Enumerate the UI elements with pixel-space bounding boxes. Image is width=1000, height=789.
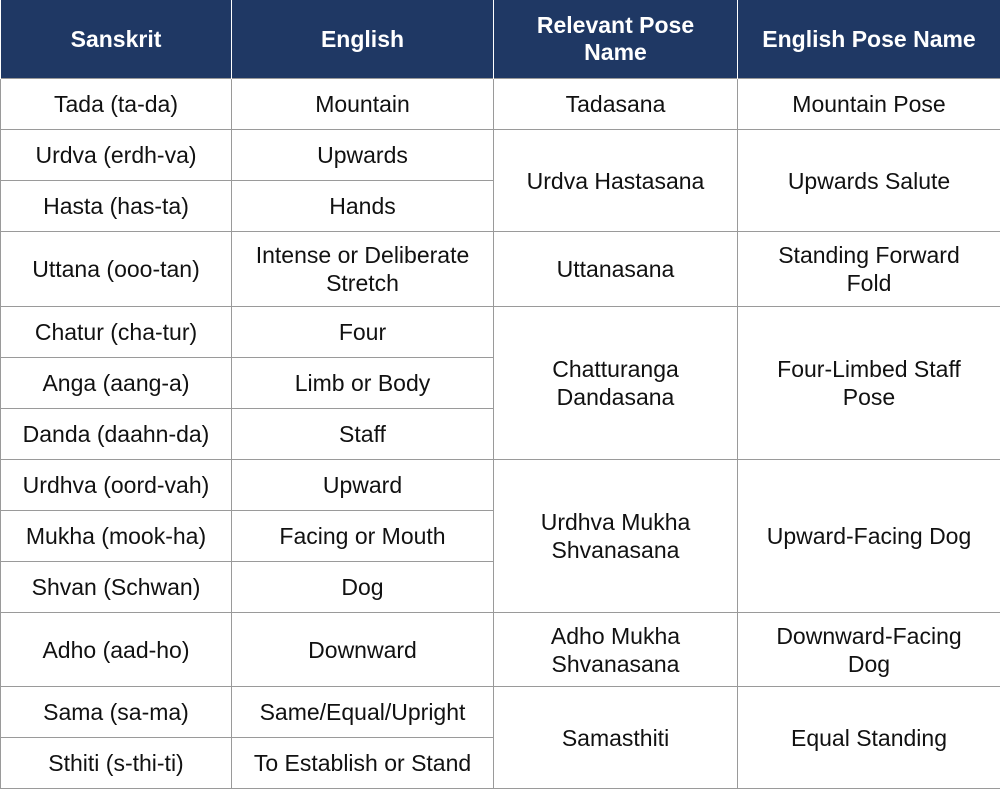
table-row (1, 130, 1000, 181)
sanskrit-cell: Chatur (cha-tur) (1, 307, 232, 358)
pose-line1: Chatturanga (552, 356, 679, 382)
sanskrit-cell: Mukha (mook-ha) (1, 511, 232, 562)
english-pose-line2: Pose (843, 384, 895, 410)
pose-cell (494, 460, 738, 613)
pose-line2: Dandasana (557, 384, 675, 410)
sanskrit-cell: Adho (aad-ho) (1, 613, 232, 687)
english-cell: Same/Equal/Upright (232, 687, 494, 738)
english-pose-cell (738, 307, 1000, 460)
english-line1: Intense or Deliberate (256, 242, 470, 268)
table-row (1, 460, 1000, 511)
header-english: English (232, 0, 494, 79)
english-pose-cell: Upwards Salute (738, 130, 1000, 232)
sanskrit-cell: Urdhva (oord-vah) (1, 460, 232, 511)
pose-cell: Tadasana (494, 79, 738, 130)
english-cell: Four (232, 307, 494, 358)
pose-line1: Urdhva Mukha (541, 509, 691, 535)
table-row (1, 307, 1000, 358)
english-pose-line2: Dog (848, 651, 890, 677)
english-cell: Staff (232, 409, 494, 460)
pose-cell: Samasthiti (494, 687, 738, 789)
header-sanskrit: Sanskrit (1, 0, 232, 79)
sanskrit-cell: Sama (sa-ma) (1, 687, 232, 738)
english-cell: Dog (232, 562, 494, 613)
english-cell: Upwards (232, 130, 494, 181)
english-cell (232, 232, 494, 307)
english-line2: Stretch (326, 270, 399, 296)
english-pose-cell (738, 613, 1000, 687)
english-pose-cell: Equal Standing (738, 687, 1000, 789)
english-cell: Hands (232, 181, 494, 232)
header-relevant-pose-name (494, 0, 738, 79)
english-pose-cell: Upward-Facing Dog (738, 460, 1000, 613)
sanskrit-cell: Anga (aang-a) (1, 358, 232, 409)
english-pose-line1: Four-Limbed Staff (777, 356, 961, 382)
sanskrit-cell: Hasta (has-ta) (1, 181, 232, 232)
header-english-pose-name: English Pose Name (738, 0, 1000, 79)
pose-line1: Adho Mukha (551, 623, 680, 649)
sanskrit-cell: Tada (ta-da) (1, 79, 232, 130)
english-pose-cell: Mountain Pose (738, 79, 1000, 130)
table-row (1, 232, 1000, 307)
english-pose-line1: Downward-Facing (776, 623, 961, 649)
table-row (1, 613, 1000, 687)
english-cell: Downward (232, 613, 494, 687)
pose-cell (494, 613, 738, 687)
pose-cell: Uttanasana (494, 232, 738, 307)
pose-cell (494, 307, 738, 460)
table-row (1, 79, 1000, 130)
table-row (1, 687, 1000, 738)
english-cell: To Establish or Stand (232, 738, 494, 789)
sanskrit-cell: Sthiti (s-thi-ti) (1, 738, 232, 789)
sanskrit-cell: Uttana (ooo-tan) (1, 232, 232, 307)
english-cell: Mountain (232, 79, 494, 130)
header-pose-line2: Name (584, 39, 647, 65)
header-pose-line1: Relevant Pose (537, 12, 694, 38)
english-pose-line2: Fold (847, 270, 892, 296)
pose-cell: Urdva Hastasana (494, 130, 738, 232)
english-pose-cell (738, 232, 1000, 307)
sanskrit-cell: Shvan (Schwan) (1, 562, 232, 613)
english-pose-line1: Standing Forward (778, 242, 960, 268)
sanskrit-cell: Urdva (erdh-va) (1, 130, 232, 181)
header-row (1, 0, 1000, 79)
sanskrit-cell: Danda (daahn-da) (1, 409, 232, 460)
english-cell: Facing or Mouth (232, 511, 494, 562)
english-cell: Limb or Body (232, 358, 494, 409)
english-cell: Upward (232, 460, 494, 511)
pose-line2: Shvanasana (552, 651, 680, 677)
pose-line2: Shvanasana (552, 537, 680, 563)
